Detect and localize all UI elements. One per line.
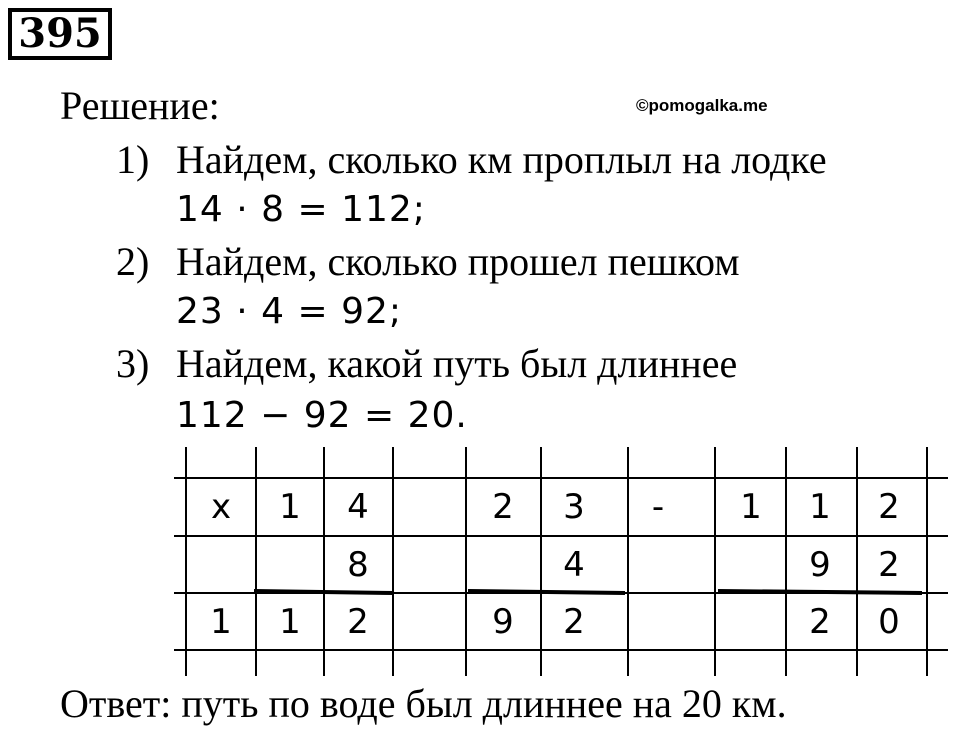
solution-heading: Решение: xyxy=(60,83,220,128)
step-1-text: Найдем, сколько км проплыл на лодке xyxy=(176,137,827,182)
grid-digit: 1 xyxy=(809,487,831,527)
grid-digit: 2 xyxy=(563,602,585,642)
calculation-underline xyxy=(468,591,625,593)
grid-digit: 2 xyxy=(878,545,900,585)
step-3-equation: 112 − 92 = 20. xyxy=(176,395,468,436)
grid-digit: 4 xyxy=(563,545,585,585)
step-1-equation: 14 · 8 = 112; xyxy=(176,189,426,230)
grid-digit: 2 xyxy=(809,602,831,642)
grid-digit: 9 xyxy=(809,545,831,585)
grid-digit: 1 xyxy=(740,487,762,527)
step-3-text: Найдем, какой путь был длиннее xyxy=(176,341,738,386)
step-2-number: 2) xyxy=(116,239,150,284)
step-3-number: 3) xyxy=(116,341,150,386)
grid-digit: 4 xyxy=(347,487,369,527)
grid-digit: x xyxy=(210,487,232,527)
grid-digit: 8 xyxy=(347,545,369,585)
watermark: ©pomogalka.me xyxy=(636,96,768,115)
answer-line: Ответ: путь по воде был длиннее на 20 км. xyxy=(60,681,787,726)
grid-digit: 3 xyxy=(563,487,585,527)
grid-digit: 2 xyxy=(878,487,900,527)
grid-digit: 1 xyxy=(279,487,301,527)
step-2-equation: 23 · 4 = 92; xyxy=(176,291,403,332)
grid-digit: 2 xyxy=(492,487,514,527)
grid-digit: 1 xyxy=(279,602,301,642)
grid-digit: 9 xyxy=(492,602,514,642)
grid-digit: 2 xyxy=(347,602,369,642)
grid-digit: - xyxy=(651,487,665,527)
grid-digit: 1 xyxy=(210,602,232,642)
step-1-number: 1) xyxy=(116,137,150,182)
grid-digit: 0 xyxy=(878,602,900,642)
calculation-underline xyxy=(254,591,394,593)
calculation-underline xyxy=(718,591,922,593)
step-2-text: Найдем, сколько прошел пешком xyxy=(176,239,740,284)
task-number-box: 395 xyxy=(8,8,112,60)
